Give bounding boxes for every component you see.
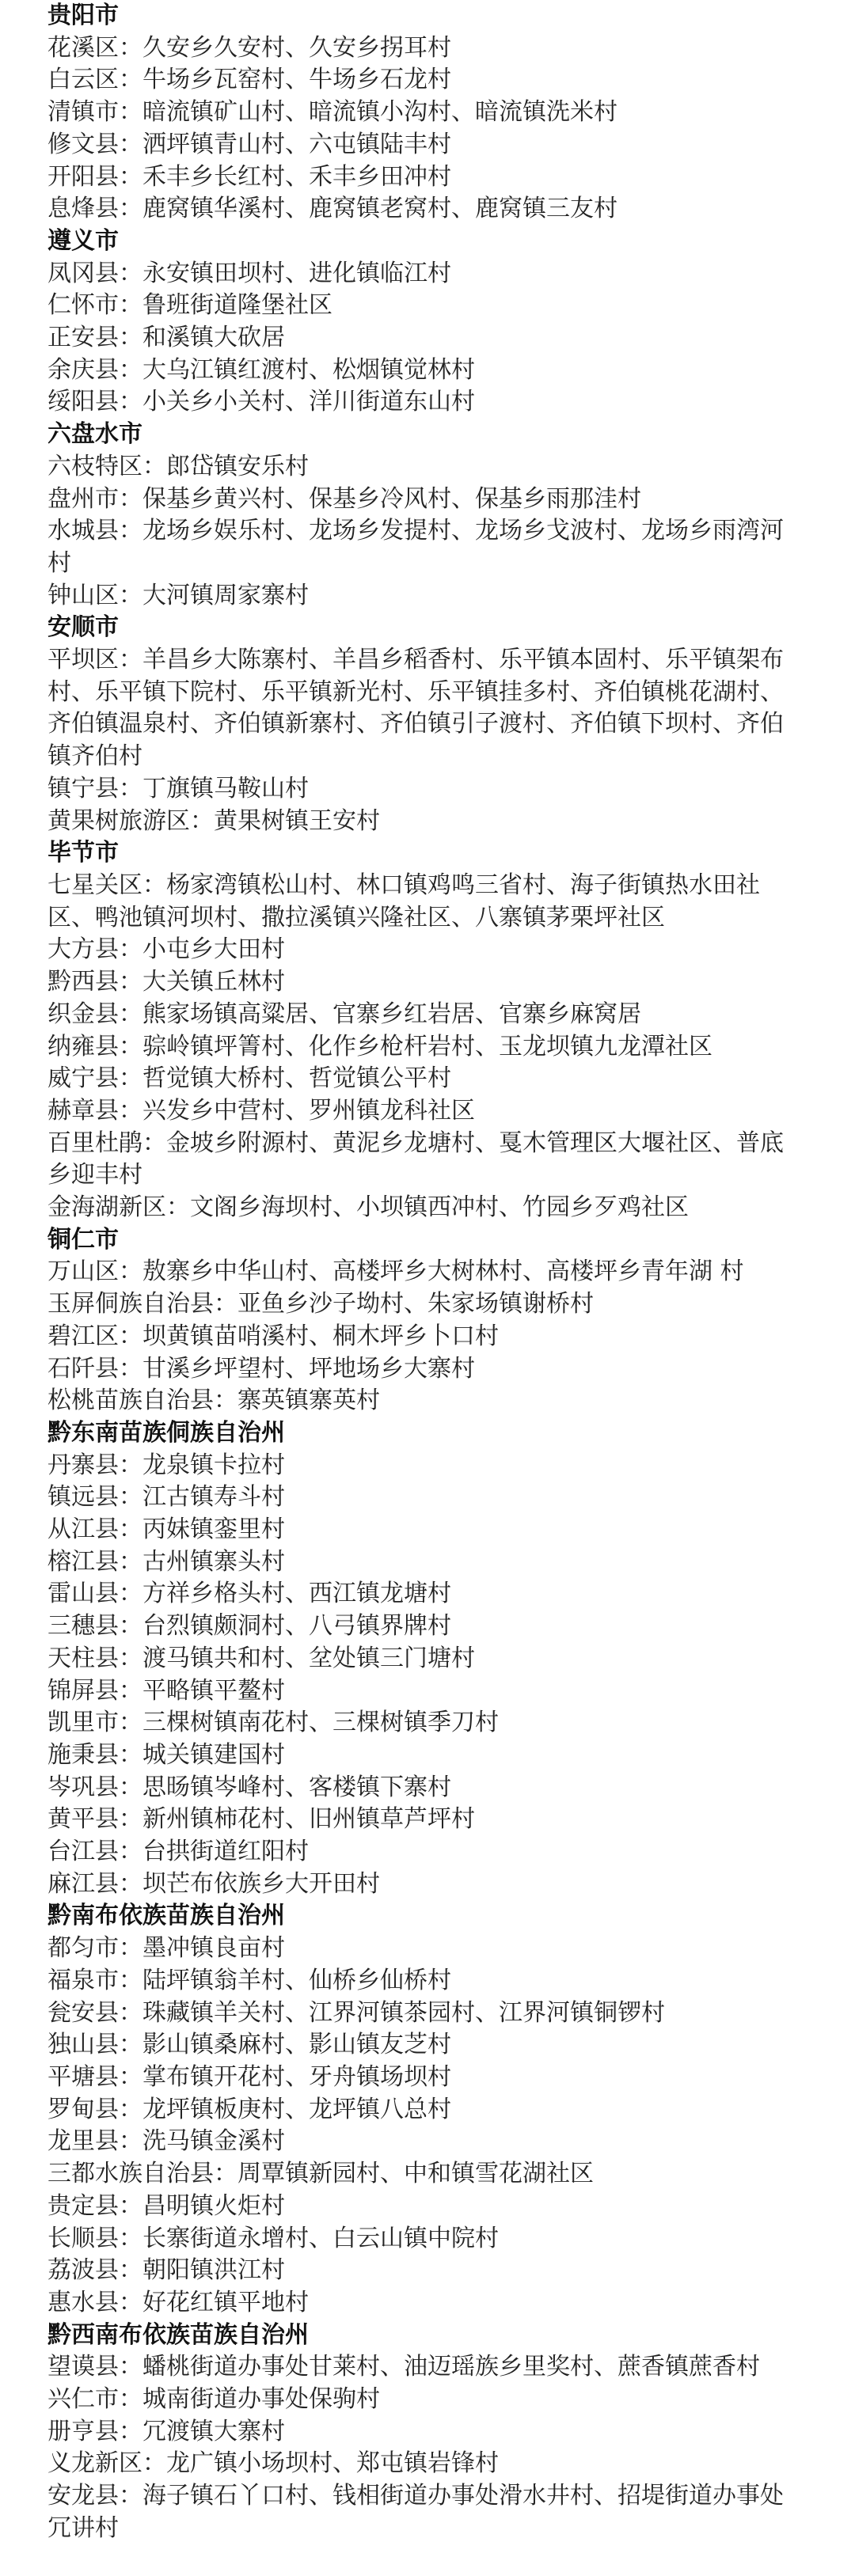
village-list: 龙坪镇板庚村、龙坪镇八总村 — [142, 2095, 451, 2123]
county-label: 福泉市： — [48, 1966, 142, 1994]
county-label: 安龙县： — [48, 2482, 142, 2510]
county-label: 黄果树旅游区： — [48, 806, 214, 835]
county-entry — [48, 580, 804, 613]
village-list: 蟠桃街道办事处甘莱村、油迈瑶族乡里奖村、蔗香镇蔗香村 — [142, 2353, 760, 2381]
village-list: 暗流镇矿山村、暗流镇小沟村、暗流镇洗米村 — [142, 98, 618, 127]
village-list: 亚鱼乡沙子坳村、朱家场镇谢桥村 — [238, 1290, 594, 1318]
county-label: 兴仁市： — [48, 2385, 142, 2414]
county-label: 三都水族自治县： — [48, 2160, 238, 2188]
village-list: 兴发乡中营村、罗州镇龙科社区 — [142, 1096, 475, 1125]
county-entry — [48, 355, 804, 387]
county-entry — [48, 2191, 804, 2223]
village-list: 金坡乡附源村、黄泥乡龙塘村、戛木管理区大堰社区、普底乡迎丰村 — [48, 1129, 784, 1189]
county-label: 绥阳县： — [48, 388, 142, 416]
village-list: 三棵树镇南花村、三棵树镇季刀村 — [142, 1709, 499, 1737]
city-heading: 黔东南苗族侗族自治州 — [48, 1418, 285, 1447]
county-entry — [48, 1063, 804, 1095]
village-list: 江古镇寿斗村 — [142, 1483, 285, 1512]
village-list: 龙泉镇卡拉村 — [142, 1451, 285, 1479]
county-entry — [48, 97, 804, 129]
county-entry — [48, 1128, 804, 1192]
village-list: 小关乡小关村、洋川街道东山村 — [142, 388, 475, 416]
county-label: 罗甸县： — [48, 2095, 142, 2123]
village-list: 丙妹镇銮里村 — [142, 1516, 285, 1544]
village-list: 熊家场镇高粱居、官寨乡红岩居、官寨乡麻窝居 — [142, 1000, 641, 1028]
village-list: 郎岱镇安乐村 — [166, 452, 309, 480]
county-label: 仁怀市： — [48, 291, 142, 320]
county-entry — [48, 1288, 804, 1321]
village-list: 渡马镇共和村、坌处镇三门塘村 — [142, 1644, 475, 1672]
county-entry — [48, 258, 804, 290]
county-entry — [48, 1804, 804, 1836]
county-label: 余庆县： — [48, 355, 142, 384]
county-entry — [48, 1707, 804, 1739]
county-label: 册亨县： — [48, 2417, 142, 2445]
village-list: 文阁乡海坝村、小坝镇西冲村、竹园乡歹鸡社区 — [190, 1193, 689, 1222]
county-entry — [48, 1514, 804, 1546]
county-label: 钟山区： — [48, 581, 142, 609]
county-entry — [48, 2029, 804, 2062]
county-label: 麻江县： — [48, 1869, 142, 1898]
county-entry — [48, 2448, 804, 2480]
county-entry — [48, 2126, 804, 2158]
county-entry — [48, 1321, 804, 1353]
county-entry — [48, 1868, 804, 1901]
village-list: 龙场乡娱乐村、龙场乡发提村、龙场乡戈波村、龙场乡雨湾河村 — [48, 517, 784, 577]
county-entry — [48, 1095, 804, 1128]
county-label: 万山区： — [48, 1258, 142, 1286]
village-list: 和溪镇大砍居 — [142, 324, 285, 352]
county-entry — [48, 806, 804, 838]
county-label: 施秉县： — [48, 1740, 142, 1769]
village-list: 周覃镇新园村、中和镇雪花湖社区 — [238, 2160, 594, 2188]
county-entry — [48, 193, 804, 226]
village-list: 掌布镇开花村、牙舟镇场坝村 — [142, 2063, 451, 2091]
county-entry — [48, 484, 804, 516]
county-entry — [48, 515, 804, 579]
county-entry — [48, 2287, 804, 2320]
village-list: 思旸镇岑峰村、客楼镇下寨村 — [142, 1773, 451, 1801]
village-list: 洒坪镇青山村、六屯镇陆丰村 — [142, 130, 451, 158]
county-entry — [48, 1450, 804, 1482]
county-label: 开阳县： — [48, 162, 142, 191]
village-list: 牛场乡瓦窑村、牛场乡石龙村 — [142, 66, 451, 94]
village-list: 新州镇柿花村、旧州镇草芦坪村 — [142, 1805, 475, 1834]
county-entry — [48, 1578, 804, 1610]
county-label: 从江县： — [48, 1516, 142, 1544]
county-label: 贵定县： — [48, 2191, 142, 2220]
village-list: 久安乡久安村、久安乡拐耳村 — [142, 33, 451, 62]
city-heading: 安顺市 — [48, 613, 119, 642]
village-list: 好花红镇平地村 — [142, 2288, 309, 2316]
county-entry — [48, 1643, 804, 1675]
village-list: 大河镇周家寨村 — [142, 581, 309, 609]
village-list: 影山镇桑麻村、影山镇友芝村 — [142, 2031, 451, 2059]
village-list: 禾丰乡长红村、禾丰乡田冲村 — [142, 162, 451, 191]
county-label: 百里杜鹃： — [48, 1129, 166, 1157]
village-list: 陆坪镇翁羊村、仙桥乡仙桥村 — [142, 1966, 451, 1994]
county-label: 金海湖新区： — [48, 1193, 190, 1222]
county-label: 威宁县： — [48, 1064, 142, 1093]
county-entry — [48, 1353, 804, 1386]
county-label: 榕江县： — [48, 1547, 142, 1576]
city-heading: 铜仁市 — [48, 1225, 119, 1254]
village-list: 墨冲镇良亩村 — [142, 1934, 285, 1963]
village-list: 保基乡黄兴村、保基乡冷风村、保基乡雨那洼村 — [142, 484, 641, 513]
county-label: 丹寨县： — [48, 1451, 142, 1479]
county-entry — [48, 1192, 804, 1224]
county-entry — [48, 773, 804, 806]
county-entry — [48, 2480, 804, 2544]
county-entry — [48, 32, 804, 65]
county-entry — [48, 1256, 804, 1288]
village-list: 小屯乡大田村 — [142, 935, 285, 964]
county-label: 望谟县： — [48, 2353, 142, 2381]
county-entry — [48, 1481, 804, 1514]
city-heading: 黔西南布依族苗族自治州 — [48, 2320, 309, 2349]
city-heading: 黔南布依族苗族自治州 — [48, 1902, 285, 1930]
county-label: 白云区： — [48, 66, 142, 94]
village-list: 大关镇丘林村 — [142, 968, 285, 996]
county-entry — [48, 2255, 804, 2287]
village-list: 坝黄镇苗哨溪村、桐木坪乡卜口村 — [142, 1322, 499, 1350]
village-list: 朝阳镇洪江村 — [142, 2256, 285, 2285]
village-list: 大乌江镇红渡村、松烟镇觉林村 — [142, 355, 475, 384]
village-list: 城关镇建国村 — [142, 1740, 285, 1769]
county-label: 赫章县： — [48, 1096, 142, 1125]
county-label: 惠水县： — [48, 2288, 142, 2316]
county-label: 盘州市： — [48, 484, 142, 513]
county-label: 石阡县： — [48, 1354, 142, 1383]
county-entry — [48, 161, 804, 194]
county-label: 凤冈县： — [48, 259, 142, 287]
village-list: 鲁班街道隆堡社区 — [142, 291, 332, 320]
county-label: 天柱县： — [48, 1644, 142, 1672]
county-entry — [48, 1385, 804, 1417]
county-label: 长顺县： — [48, 2224, 142, 2252]
county-entry — [48, 386, 804, 419]
county-label: 凯里市： — [48, 1709, 142, 1737]
county-entry — [48, 322, 804, 355]
village-list: 永安镇田坝村、进化镇临江村 — [142, 259, 451, 287]
county-label: 水城县： — [48, 517, 142, 545]
county-label: 碧江区： — [48, 1322, 142, 1350]
county-label: 平坝区： — [48, 646, 142, 674]
county-label: 荔波县： — [48, 2256, 142, 2285]
county-label: 独山县： — [48, 2031, 142, 2059]
village-list: 寨英镇寨英村 — [238, 1387, 380, 1415]
village-list: 长寨街道永增村、白云山镇中院村 — [142, 2224, 499, 2252]
village-list: 龙广镇小场坝村、郑屯镇岩锋村 — [166, 2449, 499, 2478]
county-label: 三穗县： — [48, 1612, 142, 1641]
county-entry — [48, 1772, 804, 1804]
city-heading: 贵阳市 — [48, 2, 119, 29]
county-label: 台江县： — [48, 1838, 142, 1866]
county-label: 清镇市： — [48, 98, 142, 127]
county-label: 义龙新区： — [48, 2449, 166, 2478]
county-label: 都匀市： — [48, 1934, 142, 1963]
village-list: 丁旗镇马鞍山村 — [142, 774, 309, 802]
county-label: 息烽县： — [48, 195, 142, 223]
county-label: 锦屏县： — [48, 1676, 142, 1705]
county-entry — [48, 1610, 804, 1643]
village-list: 城南街道办事处保驹村 — [142, 2385, 380, 2414]
village-list: 哲觉镇大桥村、哲觉镇公平村 — [142, 1064, 451, 1093]
county-label: 玉屏侗族自治县： — [48, 1290, 238, 1318]
village-list: 古州镇寨头村 — [142, 1547, 285, 1576]
county-label: 纳雍县： — [48, 1032, 142, 1060]
county-entry — [48, 290, 804, 322]
county-entry — [48, 129, 804, 161]
city-heading: 遵义市 — [48, 226, 119, 255]
county-entry — [48, 644, 804, 773]
county-entry — [48, 1997, 804, 2030]
village-list: 冗渡镇大寨村 — [142, 2417, 285, 2445]
city-heading: 毕节市 — [48, 839, 119, 867]
county-label: 黄平县： — [48, 1805, 142, 1834]
county-entry — [48, 1675, 804, 1708]
county-entry — [48, 1739, 804, 1772]
county-label: 雷山县： — [48, 1580, 142, 1608]
county-entry — [48, 1546, 804, 1579]
city-heading: 六盘水市 — [48, 420, 142, 449]
county-entry — [48, 2062, 804, 2094]
county-entry — [48, 2384, 804, 2416]
county-entry — [48, 451, 804, 484]
county-label: 松桃苗族自治县： — [48, 1387, 238, 1415]
county-entry — [48, 2351, 804, 2384]
county-label: 龙里县： — [48, 2127, 142, 2156]
county-label: 镇远县： — [48, 1483, 142, 1512]
village-list: 黄果树镇王安村 — [214, 806, 380, 835]
county-label: 镇宁县： — [48, 774, 142, 802]
village-list: 骔岭镇坪箐村、化作乡枪杆岩村、玉龙坝镇九龙潭社区 — [142, 1032, 712, 1060]
village-list: 台拱街道红阳村 — [142, 1838, 309, 1866]
county-label: 织金县： — [48, 1000, 142, 1028]
village-list: 平略镇平鳌村 — [142, 1676, 285, 1705]
county-entry — [48, 2094, 804, 2126]
county-entry — [48, 2158, 804, 2191]
county-entry — [48, 1031, 804, 1064]
county-entry — [48, 1836, 804, 1868]
county-label: 七星关区： — [48, 871, 166, 899]
county-entry — [48, 1965, 804, 1997]
county-label: 大方县： — [48, 935, 142, 964]
county-entry — [48, 999, 804, 1031]
village-list: 昌明镇火炬村 — [142, 2191, 285, 2220]
county-entry — [48, 934, 804, 966]
village-list: 洗马镇金溪村 — [142, 2127, 285, 2156]
county-entry — [48, 2416, 804, 2449]
village-list: 珠藏镇羊关村、江界河镇茶园村、江界河镇铜锣村 — [142, 1998, 665, 2027]
county-entry — [48, 966, 804, 999]
county-label: 黔西县： — [48, 968, 142, 996]
village-list: 坝芒布依族乡大开田村 — [142, 1869, 380, 1898]
county-entry — [48, 2223, 804, 2255]
county-label: 平塘县： — [48, 2063, 142, 2091]
village-list: 敖寨乡中华山村、高楼坪乡大树林村、高楼坪乡青年湖 村 — [142, 1258, 744, 1286]
county-label: 岑巩县： — [48, 1773, 142, 1801]
county-label: 六枝特区： — [48, 452, 166, 480]
village-list: 甘溪乡坪望村、坪地场乡大寨村 — [142, 1354, 475, 1383]
county-entry — [48, 870, 804, 934]
county-label: 修文县： — [48, 130, 142, 158]
county-entry — [48, 1933, 804, 1965]
village-list: 羊昌乡大陈寨村、羊昌乡稻香村、乐平镇本固村、乐平镇架布村、乐平镇下院村、乐平镇新光村、乐平镇挂多村、齐伯镇桃花湖村、齐伯镇温泉村、齐伯镇新寨村、齐伯镇引子渡村、齐伯镇下坝村、齐伯镇齐伯村 — [48, 646, 784, 771]
county-label: 瓮安县： — [48, 1998, 142, 2027]
village-list: 鹿窝镇华溪村、鹿窝镇老窝村、鹿窝镇三友村 — [142, 195, 618, 223]
village-list: 台烈镇颇洞村、八弓镇界牌村 — [142, 1612, 451, 1641]
village-list: 杨家湾镇松山村、林口镇鸡鸣三省村、海子街镇热水田社区、鸭池镇河坝村、撒拉溪镇兴隆社区、八寨镇茅栗坪社区 — [48, 871, 760, 931]
county-label: 正安县： — [48, 324, 142, 352]
village-list: 海子镇石丫口村、钱相街道办事处滑水井村、招堤街道办事处冗讲村 — [48, 2482, 784, 2542]
county-label: 花溪区： — [48, 33, 142, 62]
county-entry — [48, 64, 804, 97]
village-list: 方祥乡格头村、西江镇龙塘村 — [142, 1580, 451, 1608]
